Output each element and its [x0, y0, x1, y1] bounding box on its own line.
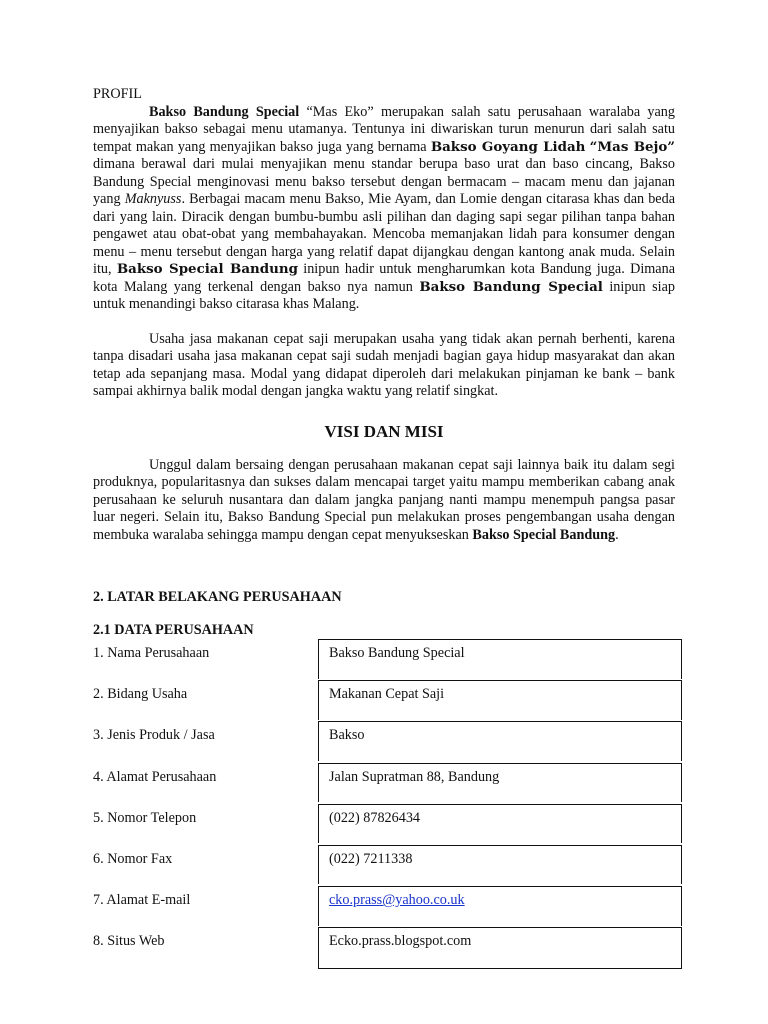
bakso-goyang-lidah-bold: Bakso Goyang Lidah: [430, 138, 586, 155]
visi-end: .: [615, 526, 619, 543]
row-value: [318, 886, 682, 926]
bakso-bandung-special-bold: Bakso Bandung Special: [419, 278, 603, 295]
row-label: 4. Alamat Perusahaan: [93, 768, 217, 785]
visi-paragraph: [93, 457, 675, 545]
row-value: Jalan Supratman 88, Bandung: [318, 763, 682, 803]
visi-bold-end: Bakso Special Bandung: [472, 526, 616, 543]
mas-eko-quote: “Mas Eko”: [306, 103, 374, 120]
row-value: Ecko.prass.blogspot.com: [318, 927, 682, 968]
row-value: (022) 87826434: [318, 804, 682, 844]
row-label: 3. Jenis Produk / Jasa: [93, 727, 215, 744]
section-2-1-title: 2.1 DATA PERUSAHAAN: [93, 622, 254, 638]
visi-text: Unggul dalam bersaing dengan perusahaan makanan cepat saji lainnya baik itu dalam segi produknya, popularitasnya dan sukses dalam mencapai target yaitu mampu memberikan cabang anak perusahaan ke seluruh nusantara dan dalam jangka panjang nanti mampu menempuh pangsa pasar luar negeri. Selain itu, Bakso Bandung Special pun melakukan proses pengembangan usaha dengan membuka waralaba sehingga mampu dengan cepat menyukseskan: [93, 456, 675, 543]
row-value: Makanan Cepat Saji: [318, 680, 682, 720]
table-row: [93, 804, 683, 845]
document-page: [93, 86, 676, 950]
profil-paragraph-2: Usaha jasa makanan cepat saji merupakan usaha yang tidak akan pernah berhenti, karena tanpa disadari usaha jasa makanan cepat saji sudah menjadi bagian gaya hidup masyarakat dan akan tetap ada sepanjang masa. Modal yang didapat diperoleh dari melakukan pinjaman ke bank – bank sampai akhirnya balik modal dengan jangka waktu yang relatif singkat.: [93, 330, 675, 399]
section-2-title: 2. LATAR BELAKANG PERUSAHAAN: [93, 589, 342, 605]
row-value: Bakso: [318, 721, 682, 761]
profil-text-2: dimana berawal dari mulai menyajikan menu standar berupa baso urat dan baso cincang, Bakso Bandung Special menginovasi menu bakso tersebut dengan bermacam – macam menu dan jajanan yang: [93, 156, 675, 207]
profil-text-1: merupakan salah satu perusahaan waralaba yang menyajikan bakso sebagai menu utamanya. Tentunya ini diwariskan turun menurun dari salah satu tempat makan yang menyajikan bakso juga yang bernama: [93, 103, 675, 155]
company-data-table: [93, 639, 683, 969]
profil-paragraph-1: [93, 104, 675, 314]
visi-misi-title: VISI DAN MISI: [324, 421, 444, 441]
row-label: 1. Nama Perusahaan: [93, 645, 210, 661]
profil-text-4: inipun hadir untuk mengharumkan kota Bandung juga. Dimana kota Malang yang terkenal dengan bakso nya namun: [93, 261, 675, 295]
email-link[interactable]: cko.prass@yahoo.co.uk: [329, 892, 465, 909]
table-row: [93, 680, 683, 721]
row-label: 5. Nomor Telepon: [93, 809, 197, 826]
table-row: [93, 763, 683, 804]
maknyuss-italic: Maknyuss: [124, 191, 182, 207]
row-value: Bakso Bandung Special: [318, 639, 682, 679]
table-row: [93, 886, 683, 927]
row-label: 2. Bidang Usaha: [93, 686, 188, 703]
row-label: 8. Situs Web: [93, 933, 165, 950]
profil-text-3: . Berbagai macam menu Bakso, Mie Ayam, dan Lomie dengan citarasa khas dan beda dari yang lain. Diracik dengan bumbu-bumbu asli pilihan dan daging sapi segar pilihan tanpa bahan pengawet atau obat-obat yang membahayakan. Mencoba memanjakan lidah para konsumer dengan menu – menu tersebut dengan harga yang relatif dapat dijangkau dengan kantong anak muda. Selain itu,: [93, 191, 675, 277]
mas-bejo-quote: “Mas Bejo”: [589, 138, 676, 155]
table-row: [93, 927, 683, 968]
row-label: 7. Alamat E-mail: [93, 892, 191, 909]
profil-text-5: inipun siap untuk menandingi bakso citarasa khas Malang.: [93, 278, 675, 312]
table-row: [93, 721, 683, 762]
company-name-bold: Bakso Bandung Special: [149, 103, 300, 120]
bakso-special-bandung-bold: Bakso Special Bandung: [116, 261, 298, 277]
row-label: 6. Nomor Fax: [93, 850, 173, 867]
row-value: (022) 7211338: [318, 845, 682, 885]
table-row: [93, 845, 683, 886]
profil-heading: PROFIL: [93, 86, 142, 102]
table-row: [93, 639, 683, 680]
